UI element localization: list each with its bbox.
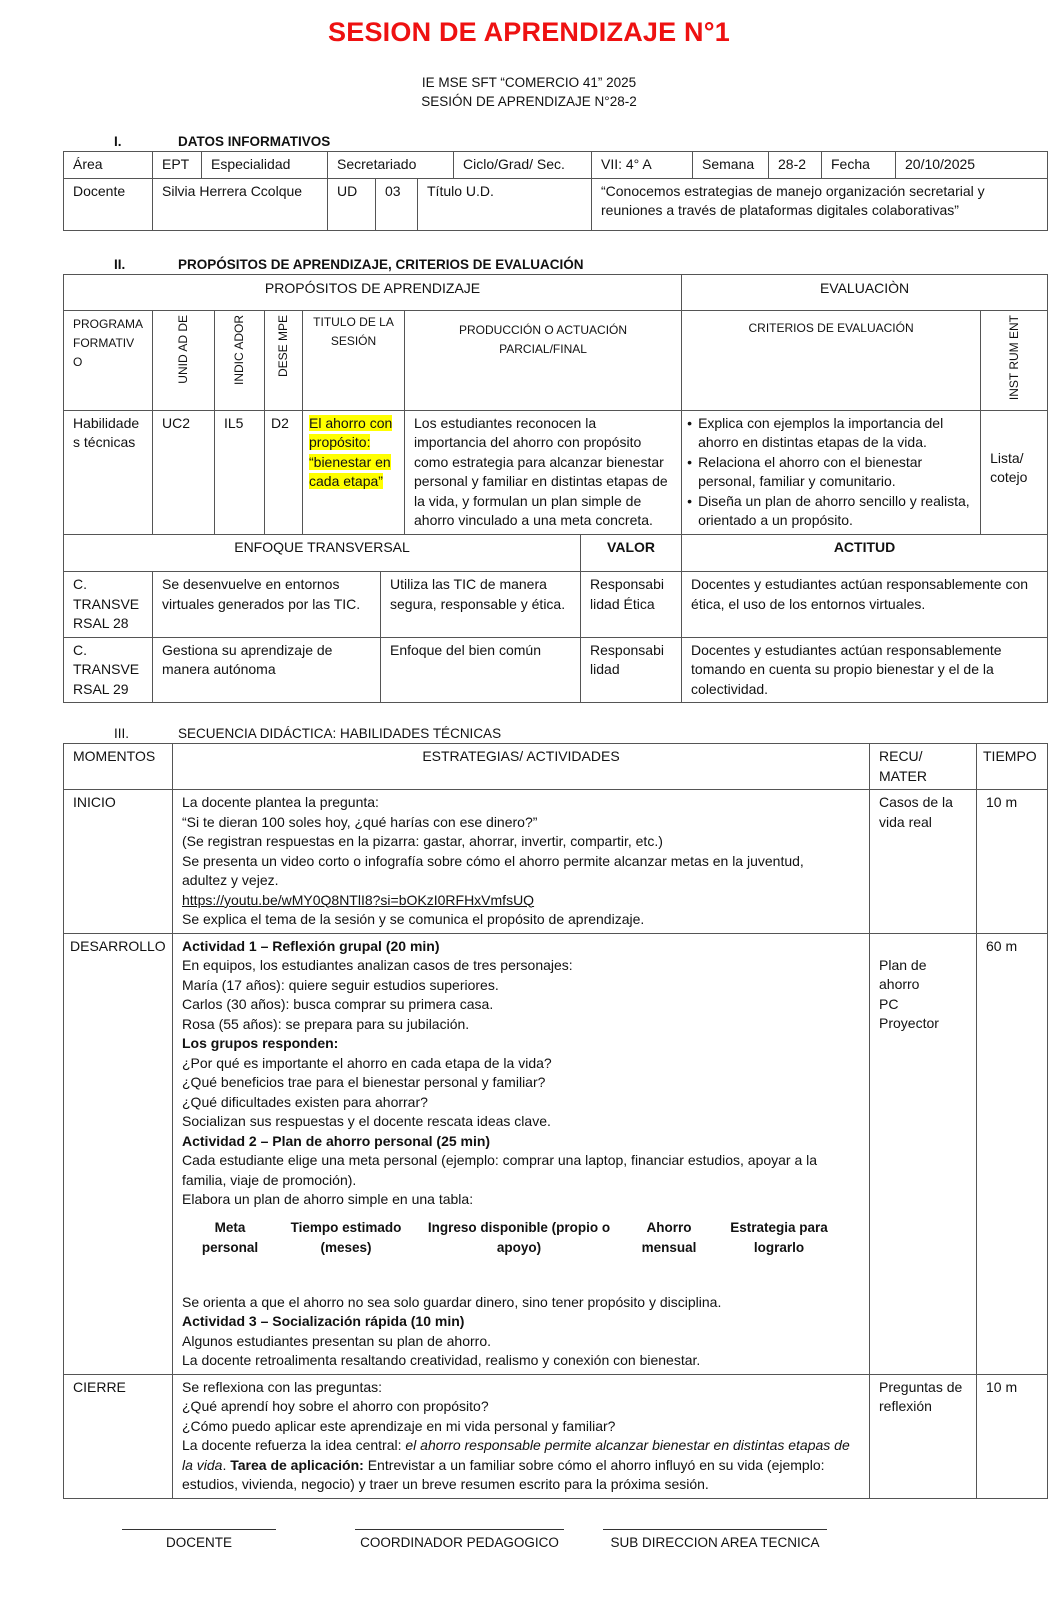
actividad-1-title: Actividad 1 – Reflexión grupal (20 min)	[182, 937, 440, 954]
enfoque-transversal-header: ENFOQUE TRANSVERSAL	[64, 535, 581, 572]
signature-coordinador	[355, 1529, 564, 1552]
cierre-line: ¿Qué aprendí hoy sobre el ahorro con propósito?	[182, 1398, 489, 1415]
transversal-header-row	[64, 535, 1048, 572]
desempeno-value: D2	[265, 410, 303, 534]
idea-central: el ahorro responsable permite alcanzar bienestar en distintas etapas de la vida	[182, 1437, 850, 1473]
produccion-value: Los estudiantes reconocen la importancia del ahorro con propósito como estrategia para alcanzar bienestar personal y familiar en distintas etapas de la vida, y formulan un plan simple de ahorro vinculado a una meta concreta.	[405, 410, 682, 534]
transversal-row	[64, 637, 1048, 703]
criterios-cell	[682, 410, 981, 534]
inicio-line: Se explica el tema de la sesión y se comunica el propósito de aprendizaje.	[182, 911, 645, 928]
proposito-data-row	[64, 410, 1048, 534]
session-number: SESIÓN DE APRENDIZAJE N°28-2	[421, 94, 637, 109]
signature-label: SUB DIRECCION AREA TECNICA	[610, 1534, 820, 1550]
actividad-3-title: Actividad 3 – Socialización rápida (10 min)	[182, 1313, 465, 1330]
programa-header: PROGRAMA FORMATIVO	[64, 311, 153, 411]
idea-prefix: La docente refuerza la idea central:	[182, 1437, 406, 1454]
indicador-header-cell	[215, 311, 265, 411]
inicio-activities	[173, 790, 870, 934]
grupos-line: ¿Qué beneficios trae para el bienestar personal y familiar?	[182, 1074, 546, 1091]
secuencia-header-row	[64, 744, 1048, 790]
docente-label: Docente	[64, 178, 153, 230]
titulo-ud-label: Título U.D.	[427, 182, 494, 199]
transversal-competencia: Se desenvuelve en entornos virtuales generados por las TIC.	[153, 572, 381, 638]
desempeno-header-cell	[265, 311, 303, 411]
transversal-code: C. TRANSVE RSAL 29	[64, 637, 153, 703]
criterio-item: • Diseña un plan de ahorro sencillo y realista, orientado a un propósito.	[696, 492, 971, 531]
actividad-2-line: Cada estudiante elige una meta personal (ejemplo: comprar una laptop, financiar estudios, apoyar a la familia, viaje de promoción).	[182, 1152, 818, 1188]
signature-line	[122, 1529, 276, 1530]
grupos-line: ¿Por qué es importante el ahorro en cada etapa de la vida?	[182, 1054, 552, 1071]
inicio-row	[64, 790, 1048, 934]
column-header-row	[64, 311, 1048, 411]
institution-name: IE MSE SFT “COMERCIO 41” 2025	[421, 75, 637, 90]
titulo-sesion-header: TITULO DE LA SESIÓN	[303, 311, 405, 411]
transversal-valor: Responsabi lidad	[581, 637, 682, 703]
inicio-line: “Si te dieran 100 soles hoy, ¿qué harías con ese dinero?”	[182, 813, 538, 830]
transversal-table	[63, 535, 1048, 704]
recursos-header: RECU/ MATER	[870, 744, 977, 790]
datos-row-1	[64, 152, 1048, 179]
datos-row-2	[64, 178, 1048, 230]
cierre-line: ¿Cómo puedo aplicar este aprendizaje en mi vida personal y familiar?	[182, 1417, 616, 1434]
transversal-code: C. TRANSVE RSAL 28	[64, 572, 153, 638]
grupos-line: ¿Qué dificultades existen para ahorrar?	[182, 1093, 428, 1110]
cierre-tiempo: 10 m	[977, 1374, 1048, 1498]
inicio-tiempo: 10 m	[977, 790, 1048, 934]
transversal-enfoque: Enfoque del bien común	[381, 637, 581, 703]
grupos-line: Socializan sus respuestas y el docente rescata ideas clave.	[182, 1113, 551, 1130]
inicio-momento: INICIO	[64, 790, 173, 934]
section-2-heading	[114, 256, 1058, 274]
recurso-item: PC	[879, 995, 899, 1012]
section-3-number: III.	[114, 726, 130, 742]
signatures-row	[0, 1529, 1058, 1569]
cierre-momento: CIERRE	[64, 1374, 173, 1498]
especialidad-value: Secretariado	[328, 152, 454, 179]
instrumento-header: INST RUM ENT	[1006, 315, 1021, 401]
inicio-line: Se presenta un video corto o infografía sobre cómo el ahorro permite alcanzar metas en la juventud, adultez y vejez.	[182, 852, 804, 889]
instrumento-value: Lista/ cotejo	[981, 410, 1048, 534]
section-3-title: SECUENCIA DIDÁCTICA: HABILIDADES TÉCNICAS	[178, 726, 502, 742]
cierre-row	[64, 1374, 1048, 1498]
criterio-item: • Explica con ejemplos la importancia del ahorro en distintas etapas de la vida.	[696, 414, 971, 453]
semana-fecha-group	[693, 152, 1048, 179]
plan-column-estrategia: Estrategia para lograrlo	[730, 1219, 828, 1255]
momentos-header: MOMENTOS	[64, 744, 173, 790]
area-label: Área	[64, 152, 153, 179]
evaluacion-group-header: EVALUACIÒN	[682, 274, 1048, 311]
actividad-1-line: Carlos (30 años): busca comprar su primera casa.	[182, 996, 494, 1013]
valor-header: VALOR	[581, 535, 682, 572]
recurso-item: Plan de ahorro	[879, 956, 927, 993]
actividad-2-line: Elabora un plan de ahorro simple en una tabla:	[182, 1191, 474, 1208]
ciclo-label: Ciclo/Grad/ Sec.	[454, 152, 592, 179]
unidad-header-cell	[153, 311, 215, 411]
plan-ahorro-table-header	[182, 1218, 860, 1258]
cierre-recursos: Preguntas de reflexión	[870, 1374, 977, 1498]
desarrollo-tiempo: 60 m	[977, 933, 1048, 1374]
criterios-header: CRITERIOS DE EVALUACIÓN	[682, 311, 981, 411]
semana-label: Semana	[693, 152, 769, 178]
tarea-text: Entrevistar a un familiar sobre cómo el ahorro influyó en su vida (ejemplo: estudios, vivienda, negocio) y traer un breve resumen escrito para la próxima sesión.	[182, 1456, 825, 1493]
signature-label: COORDINADOR PEDAGOGICO	[360, 1534, 559, 1550]
inicio-recursos: Casos de la vida real	[870, 790, 977, 934]
transversal-actitud: Docentes y estudiantes actúan responsablemente con ética, el uso de los entornos virtuales.	[682, 572, 1048, 638]
plan-column-ingreso: Ingreso disponible (propio o apoyo)	[427, 1219, 611, 1255]
actitud-header: ACTITUD	[682, 535, 1048, 572]
actividad-1-line: Rosa (55 años): se prepara para su jubilación.	[182, 1015, 470, 1032]
document-title: SESION DE APRENDIZAJE N°1	[328, 17, 730, 47]
group-header-row	[64, 274, 1048, 311]
unidad-value: UC2	[153, 410, 215, 534]
signature-docente	[122, 1529, 276, 1552]
actividad-1-line: En equipos, los estudiantes analizan casos de tres personajes:	[182, 957, 573, 974]
estrategias-header: ESTRATEGIAS/ ACTIVIDADES	[173, 744, 870, 790]
indicador-value: IL5	[215, 410, 265, 534]
produccion-header: PRODUCCIÓN O ACTUACIÓN PARCIAL/FINAL	[405, 311, 682, 411]
cierre-line: Se reflexiona con las preguntas:	[182, 1378, 383, 1395]
propositos-group-header: PROPÓSITOS DE APRENDIZAJE	[64, 274, 682, 311]
transversal-row	[64, 572, 1048, 638]
titulo-sesion-value: El ahorro con propósito: “bienestar en cada etapa”	[309, 414, 393, 490]
actividad-2-title: Actividad 2 – Plan de ahorro personal (25 min)	[182, 1132, 491, 1149]
inicio-line: La docente plantea la pregunta:	[182, 794, 379, 811]
secuencia-table	[63, 743, 1048, 1499]
docente-value: Silvia Herrera Ccolque	[153, 178, 328, 230]
ud-value: 03	[376, 179, 418, 230]
grupos-title: Los grupos responden:	[182, 1035, 339, 1052]
plan-column-tiempo: Tiempo estimado (meses)	[290, 1219, 402, 1255]
datos-informativos-table	[63, 151, 1048, 231]
signature-line	[603, 1529, 827, 1530]
desarrollo-activities	[173, 933, 870, 1374]
plan-column-meta: Meta personal	[201, 1219, 259, 1255]
titulo-sesion-cell	[303, 410, 405, 534]
titulo-ud-value: “Conocemos estrategias de manejo organización secretarial y reuniones a través de plataformas digitales colaborativas”	[592, 178, 1048, 230]
section-2-title: PROPÓSITOS DE APRENDIZAJE, CRITERIOS DE EVALUACIÓN	[178, 256, 584, 272]
desarrollo-momento: DESARROLLO	[64, 933, 173, 1374]
ciclo-value: VII: 4° A	[592, 152, 693, 179]
section-1-heading	[114, 133, 1058, 151]
ud-group	[328, 178, 592, 230]
transversal-enfoque: Utiliza las TIC de manera segura, responsable y ética.	[381, 572, 581, 638]
signature-line	[355, 1529, 564, 1530]
video-link[interactable]: https://youtu.be/wMY0Q8NTlI8?si=bOKzI0RFHxVmfsUQ	[182, 891, 535, 908]
inicio-line: (Se registran respuestas en la pizarra: gastar, ahorrar, invertir, compartir, etc.)	[182, 833, 663, 850]
section-1-title: DATOS INFORMATIVOS	[178, 134, 331, 149]
propositos-table	[63, 274, 1048, 535]
idea-end: .	[222, 1456, 231, 1473]
transversal-valor: Responsabi lidad Ética	[581, 572, 682, 638]
section-3-heading	[114, 725, 1058, 743]
transversal-competencia: Gestiona su aprendizaje de manera autónoma	[153, 637, 381, 703]
tiempo-header: TIEMPO	[977, 744, 1048, 790]
fecha-value: 20/10/2025	[905, 156, 976, 172]
actividad-2-after: Se orienta a que el ahorro no sea solo guardar dinero, sino tener propósito y disciplina.	[182, 1293, 722, 1310]
transversal-actitud: Docentes y estudiantes actúan responsablemente tomando en cuenta su propio bienestar y el de la colectividad.	[682, 637, 1048, 703]
plan-column-ahorro: Ahorro mensual	[641, 1219, 697, 1255]
recurso-item: Proyector	[879, 1015, 939, 1032]
semana-value: 28-2	[769, 152, 822, 178]
desempeno-header: DESE MPE	[276, 315, 290, 378]
ud-label: UD	[328, 179, 376, 230]
programa-value: Habilidade s técnicas	[64, 410, 153, 534]
desarrollo-row	[64, 933, 1048, 1374]
signature-label: DOCENTE	[165, 1534, 232, 1550]
especialidad-label: Especialidad	[202, 152, 328, 179]
actividad-3-line: La docente retroalimenta resaltando creatividad, realismo y conexión con bienestar.	[182, 1352, 701, 1369]
tarea-label: Tarea de aplicación:	[230, 1456, 364, 1473]
section-2-number: II.	[114, 256, 126, 272]
actividad-1-line: María (17 años): quiere seguir estudios superiores.	[182, 976, 499, 993]
cierre-idea	[182, 1436, 860, 1495]
area-value: EPT	[153, 152, 202, 179]
fecha-label: Fecha	[822, 152, 896, 178]
cierre-activities	[173, 1374, 870, 1498]
indicador-header: INDIC ADOR	[232, 315, 246, 386]
unidad-header: UNID AD DE	[176, 315, 190, 384]
section-1-number: I.	[114, 134, 122, 149]
actividad-3-line: Algunos estudiantes presentan su plan de ahorro.	[182, 1332, 491, 1349]
plan-empty-space	[182, 1258, 860, 1293]
instrumento-header-cell	[981, 311, 1048, 411]
criterio-item: • Relaciona el ahorro con el bienestar personal, familiar y comunitario.	[696, 453, 971, 492]
signature-subdireccion	[603, 1529, 827, 1552]
desarrollo-recursos	[870, 933, 977, 1374]
